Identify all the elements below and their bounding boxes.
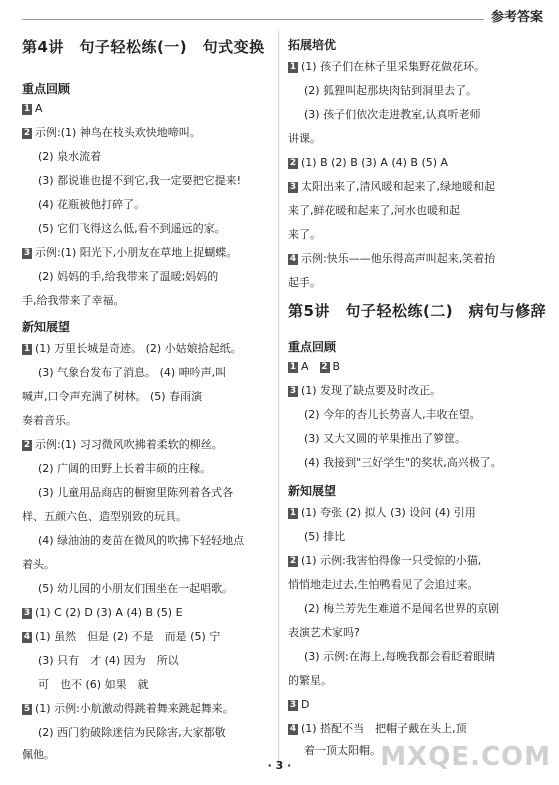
answer-line: (3) 儿童用品商店的橱窗里陈列着各式各 bbox=[38, 486, 234, 499]
answer-line: 着头。 bbox=[22, 558, 55, 571]
answer-line: (4) 绿油油的麦苗在微风的吹拂下轻轻地点 bbox=[38, 534, 245, 547]
answer-line: 悄悄地走过去,生怕鸭看见了会追过来。 bbox=[288, 578, 479, 591]
answer-line: (3) 都说谁也提不到它,我一定要把它提来! bbox=[38, 174, 241, 187]
answer-line: (2) 梅兰芳先生难道不是闻名世界的京剧 bbox=[304, 602, 500, 615]
answer-item: 5 (1) 示例:小航激动得跳着舞来跳起舞来。 bbox=[23, 702, 234, 715]
answer-item: 1 (1) 夸张 (2) 拟人 (3) 设问 (4) 引用 bbox=[289, 506, 476, 519]
answer-line: (5) 它们飞得这么低,看不到遥远的家。 bbox=[38, 222, 226, 235]
lesson-4-title: 第4讲 句子轻松练(一) 句式变换 bbox=[22, 38, 265, 56]
answer-item: 1 A bbox=[23, 102, 43, 115]
answer-line: 奏着音乐。 bbox=[22, 414, 77, 427]
answer-item: 3 (1) C (2) D (3) A (4) B (5) E bbox=[23, 606, 183, 619]
answer-item: 1 (1) 万里长城是奇迹。 (2) 小姑娘拾起纸。 bbox=[23, 342, 242, 355]
key-review-title: 重点回顾 bbox=[288, 340, 337, 354]
page-number: · 3 · bbox=[267, 759, 292, 772]
answer-line: (5) 幼儿园的小朋友们围坐在一起唱歌。 bbox=[38, 582, 234, 595]
new-knowledge-title: 新知展望 bbox=[288, 484, 337, 498]
answer-line: 喊声,口令声充满了树林。 (5) 春雨演 bbox=[22, 390, 203, 403]
answer-item: 3 (1) 发现了缺点要及时改正。 bbox=[289, 384, 442, 397]
answer-line: 的繁星。 bbox=[288, 674, 332, 687]
answer-item: 4 (1) 搭配不当 把帽子戴在头上,顶 bbox=[289, 722, 467, 735]
answer-line: (4) 我接到"三好学生"的奖状,高兴极了。 bbox=[304, 456, 502, 469]
answer-line: (2) 狐狸叫起那块肉钻到洞里去了。 bbox=[304, 84, 478, 97]
answer-line: (2) 泉水流着 bbox=[38, 150, 102, 163]
header-line bbox=[22, 19, 484, 20]
answer-item: 4 示例:快乐——他乐得高声叫起来,笑着抬 bbox=[289, 252, 496, 265]
answer-item: 4 (1) 虽然 但是 (2) 不是 而是 (5) 宁 bbox=[23, 630, 221, 643]
answer-item: 2 (1) 示例:我害怕得像一只受惊的小猫, bbox=[289, 554, 482, 567]
answer-line: 可 也不 (6) 如果 就 bbox=[38, 678, 149, 691]
answer-item: 2 示例:(1) 神鸟在枝头欢快地啼叫。 bbox=[23, 126, 201, 139]
answer-line: 样、五颜六色、造型别致的玩具。 bbox=[22, 510, 187, 523]
answer-line: (3) 又大又圆的苹果推出了箩筐。 bbox=[304, 432, 467, 445]
answer-line: (4) 花瓶被他打碎了。 bbox=[38, 198, 146, 211]
answer-item: 3 D bbox=[289, 698, 310, 711]
lesson-5-title: 第5讲 句子轻松练(二) 病句与修辞 bbox=[288, 302, 547, 320]
answer-line: (5) 排比 bbox=[304, 530, 346, 543]
answer-item: 1 (1) 孩子们在林子里采集野花做花环。 bbox=[289, 60, 486, 73]
answer-line: (3) 只有 才 (4) 因为 所以 bbox=[38, 654, 179, 667]
answer-line: 来了,鲜花暖和起来了,河水也暖和起 bbox=[288, 204, 460, 217]
new-knowledge-title: 新知展望 bbox=[22, 320, 71, 334]
extension-title: 拓展培优 bbox=[288, 38, 337, 52]
answer-item: 2 示例:(1) 习习微风吹拂着柔软的柳丝。 bbox=[23, 438, 223, 451]
answer-item: 1 A 2 B bbox=[289, 360, 341, 373]
answer-item: 3 示例:(1) 阳光下,小朋友在草地上捉蝴蝶。 bbox=[23, 246, 238, 259]
answer-line: (3) 示例:在海上,每晚我都会看眨着眼睛 bbox=[304, 650, 496, 663]
answer-line: (2) 西门豹破除迷信为民除害,大家都敬 bbox=[38, 726, 226, 739]
site-watermark: MXQE.COM bbox=[380, 742, 551, 772]
answer-line: (3) 孩子们依次走进教室,认真听老师 bbox=[304, 108, 481, 121]
answer-line: 讲课。 bbox=[288, 132, 321, 145]
answer-line: 表演艺术家吗? bbox=[288, 626, 360, 639]
answer-line: 着一顶太阳帽。 bbox=[304, 744, 381, 757]
answer-line: 佩他。 bbox=[22, 748, 55, 761]
answer-line: (2) 今年的杏儿长势喜人,丰收在望。 bbox=[304, 408, 481, 421]
answer-line: 起手。 bbox=[288, 276, 321, 289]
answer-line: (3) 气象台发布了消息。 (4) 呻吟声,叫 bbox=[38, 366, 227, 379]
answer-line: (2) 广阔的田野上长着丰硕的庄稼。 bbox=[38, 462, 212, 475]
answer-item: 3 太阳出来了,清风暖和起来了,绿地暖和起 bbox=[289, 180, 495, 193]
answer-line: 手,给我带来了幸福。 bbox=[22, 294, 125, 307]
answer-item: 2 (1) B (2) B (3) A (4) B (5) A bbox=[289, 156, 449, 169]
key-review-title: 重点回顾 bbox=[22, 82, 71, 96]
answer-line: 来了。 bbox=[288, 228, 321, 241]
header-title: 参考答案 bbox=[490, 10, 543, 25]
answer-line: (2) 妈妈的手,给我带来了温暖;妈妈的 bbox=[38, 270, 219, 283]
